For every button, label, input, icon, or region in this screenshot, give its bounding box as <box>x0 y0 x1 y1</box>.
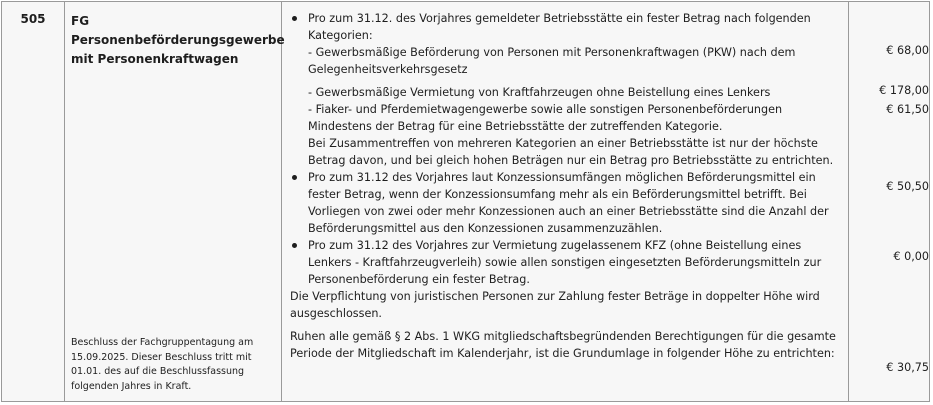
group-name-line: FG Personenbeförderungsgewerbe <box>71 14 285 47</box>
category-vermietung: - Gewerbsmäßige Vermietung von Kraftfahrzeugen ohne Beistellung eines Lenkers <box>308 86 771 99</box>
description-line: Personenbeförderung ein fester Betrag. <box>308 273 530 286</box>
amount-fiaker: € 61,50 <box>886 103 929 116</box>
resolution-note <box>71 336 276 394</box>
description-line: Die Verpflichtung von juristischen Personen zur Zahlung fester Beträge in doppelter Höhe wird <box>290 290 820 303</box>
bullet-item: Pro zum 31.12 des Vorjahres laut Konzessionsumfängen möglichen Beförderungsmittel ein <box>290 169 840 186</box>
amount-vermietung: € 178,00 <box>879 84 929 97</box>
description-line: Ruhen alle gemäß § 2 Abs. 1 WKG mitgliedschaftsbegründenden Berechtigungen für die gesamte <box>290 330 836 343</box>
amount-konzession: € 50,50 <box>886 180 929 193</box>
description-line: Mindestens der Betrag für eine Betriebsstätte der zutreffenden Kategorie. <box>308 120 723 133</box>
group-name <box>71 12 285 69</box>
bullet-item: Pro zum 31.12 des Vorjahres zur Vermietung zugelassenem KFZ (ohne Beistellung eines <box>290 237 840 254</box>
note-line: 15.09.2025. Dieser Beschluss tritt mit <box>71 351 252 363</box>
group-name-line: mit Personenkraftwagen <box>71 52 239 66</box>
description-line: ausgeschlossen. <box>290 307 382 320</box>
fee-table-row <box>1 1 930 402</box>
description-line: Kategorien: <box>308 29 373 42</box>
bullet-item: Pro zum 31.12. des Vorjahres gemeldeter Betriebsstätte ein fester Betrag nach folgenden <box>290 10 840 27</box>
category-pkw: - Gewerbsmäßige Beförderung von Personen mit Personenkraftwagen (PKW) nach dem <box>308 46 796 59</box>
description-cell <box>282 2 849 401</box>
amount-pkw: € 68,00 <box>886 44 929 57</box>
description-line: fester Betrag, wenn der Konzessionsumfang mehr als ein Beförderungsmittel betrifft. Bei <box>308 188 807 201</box>
amount-kfz-verleih: € 0,00 <box>893 250 929 263</box>
description-line: Betrag davon, und bei gleich hohen Beträgen nur ein Betrag pro Betriebsstätte zu entrichten. <box>308 154 834 167</box>
description-line: Bei Zusammentreffen von mehreren Kategorien an einer Betriebsstätte ist nur der höchste <box>308 137 818 150</box>
note-line: folgenden Jahres in Kraft. <box>71 380 192 392</box>
number-cell <box>2 2 65 401</box>
note-line: Beschluss der Fachgruppentagung am <box>71 337 254 348</box>
amount-grundumlage: € 30,75 <box>886 361 929 374</box>
row-number: 505 <box>20 12 46 26</box>
note-line: 01.01. des auf die Beschlussfassung <box>71 366 245 377</box>
description-line: Gelegenheitsverkehrsgesetz <box>308 63 468 76</box>
description-line: Lenkers - Kraftfahrzeugverleih) sowie allen sonstigen eingesetzten Beförderungsmitteln zur <box>308 256 822 269</box>
description-line: Periode der Mitgliedschaft im Kalenderjahr, ist die Grundumlage in folgender Höhe zu entrichten: <box>290 347 835 360</box>
description-line: Beförderungsmittel aus den Konzessionen zusammenzuzählen. <box>308 222 663 235</box>
amount-cell <box>849 2 929 401</box>
description-text <box>290 10 840 362</box>
description-line: Vorliegen von zwei oder mehr Konzessionen auch an einer Betriebsstätte sind die Anzahl der <box>308 205 829 218</box>
name-cell <box>65 2 285 401</box>
category-fiaker: - Fiaker- und Pferdemietwagengewerbe sowie alle sonstigen Personenbeförderungen <box>308 103 783 116</box>
